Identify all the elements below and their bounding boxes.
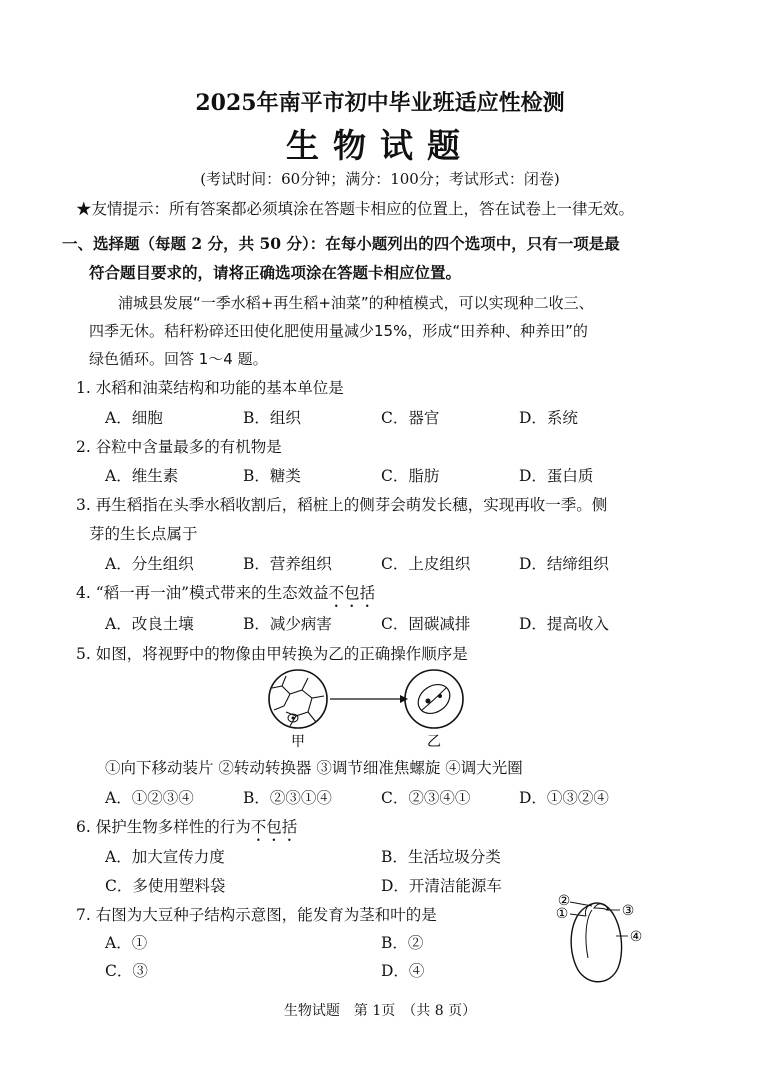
q4-stem-text: 4. “稻一再一油”模式带来的生态效益 <box>76 584 329 602</box>
q1-option-c: C．器官 <box>381 409 440 427</box>
q1-option-a: A．细胞 <box>105 409 163 427</box>
passage-line3: 绿色循环。回答 1～4 题。 <box>89 350 268 368</box>
q2-option-c: C．脂肪 <box>381 467 440 485</box>
q6-option-a: A．加大宣传力度 <box>105 848 225 866</box>
section-heading-line2: 符合题目要求的，请将正确选项涂在答题卡相应位置。 <box>89 263 462 282</box>
seed-label-2: ② <box>557 893 571 909</box>
q5-steps: ①向下移动装片 ②转动转换器 ③调节细准焦螺旋 ④调大光圈 <box>105 759 523 777</box>
label-yi: 乙 <box>427 734 441 748</box>
q1-stem: 1. 水稻和油菜结构和功能的基本单位是 <box>76 379 344 397</box>
page-footer: 生物试题 第 1页 （共 8 页） <box>283 1003 477 1019</box>
q4-stem <box>76 581 375 611</box>
passage-line1: 浦城县发展“一季水稻+再生稻+油菜”的种植模式，可以实现种二收三、 <box>118 294 594 312</box>
section-heading-line1: 一、选择题（每题 2 分，共 50 分）：在每小题列出的四个选项中，只有一项是最 <box>62 234 620 253</box>
q4-option-c: C．固碳减排 <box>381 615 471 633</box>
q5-stem: 5. 如图，将视野中的物像由甲转换为乙的正确操作顺序是 <box>76 645 468 663</box>
field-of-view-yi <box>405 670 463 728</box>
q7-option-d: D．④ <box>381 962 425 980</box>
q7-option-c: C．③ <box>105 962 148 980</box>
q3-option-c: C．上皮组织 <box>381 555 471 573</box>
q6-option-d: D．开清洁能源车 <box>381 877 502 895</box>
seed-label-1: ① <box>555 906 569 922</box>
field-of-view-jia <box>269 670 327 728</box>
exam-info: (考试时间：60分钟；满分：100分；考试形式：闭卷) <box>200 170 560 188</box>
microscope-view-figure <box>260 664 470 748</box>
passage-line2: 四季无休。秸秆粉碎还田使化肥使用量减少15%，形成“田养种、种养田”的 <box>89 322 588 340</box>
q5-option-a: A．①②③④ <box>105 789 194 807</box>
q3-stem-line2: 芽的生长点属于 <box>89 525 198 543</box>
q6-option-b: B．生活垃圾分类 <box>381 848 501 866</box>
exam-title: 2025年南平市初中毕业班适应性检测 <box>195 90 565 116</box>
q2-option-a: A．维生素 <box>105 467 179 485</box>
q2-stem: 2. 谷粒中含量最多的有机物是 <box>76 438 282 456</box>
q1-option-b: B．组织 <box>243 409 301 427</box>
label-jia: 甲 <box>291 734 305 748</box>
q3-option-a: A．分生组织 <box>105 555 194 573</box>
q5-option-b: B．②③①④ <box>243 789 332 807</box>
q6-stem-text: 6. 保护生物多样性的行为 <box>76 818 251 836</box>
q3-stem-line1: 3. 再生稻指在头季水稻收割后，稻桩上的侧芽会萌发长穗，实现再收一季。侧 <box>76 496 608 514</box>
soybean-seed-figure <box>548 888 672 988</box>
q4-option-d: D．提高收入 <box>519 615 609 633</box>
q3-option-d: D．结缔组织 <box>519 555 609 573</box>
subject-title: 生物试题 <box>286 126 474 165</box>
q6-stem <box>76 815 297 845</box>
q3-option-b: B．营养组织 <box>243 555 332 573</box>
q2-option-d: D．蛋白质 <box>519 467 594 485</box>
seed-label-4: ④ <box>629 929 643 945</box>
q6-stem-emphasis: 不包括 <box>250 818 298 836</box>
q1-option-d: D．系统 <box>519 409 578 427</box>
q7-option-a: A．① <box>105 934 148 952</box>
q2-option-b: B．糖类 <box>243 467 301 485</box>
friendly-tip: ★友情提示：所有答案都必须填涂在答题卡相应的位置上，答在试卷上一律无效。 <box>76 200 635 218</box>
q6-option-c: C．多使用塑料袋 <box>105 877 226 895</box>
q5-option-c: C．②③④① <box>381 789 471 807</box>
q5-option-d: D．①③②④ <box>519 789 609 807</box>
q7-option-b: B．② <box>381 934 424 952</box>
q4-option-b: B．减少病害 <box>243 615 332 633</box>
q4-stem-emphasis: 不包括 <box>328 584 376 602</box>
q4-option-a: A．改良土壤 <box>105 615 194 633</box>
q7-stem: 7. 右图为大豆种子结构示意图，能发育为茎和叶的是 <box>76 906 437 924</box>
seed-label-3: ③ <box>621 903 635 919</box>
